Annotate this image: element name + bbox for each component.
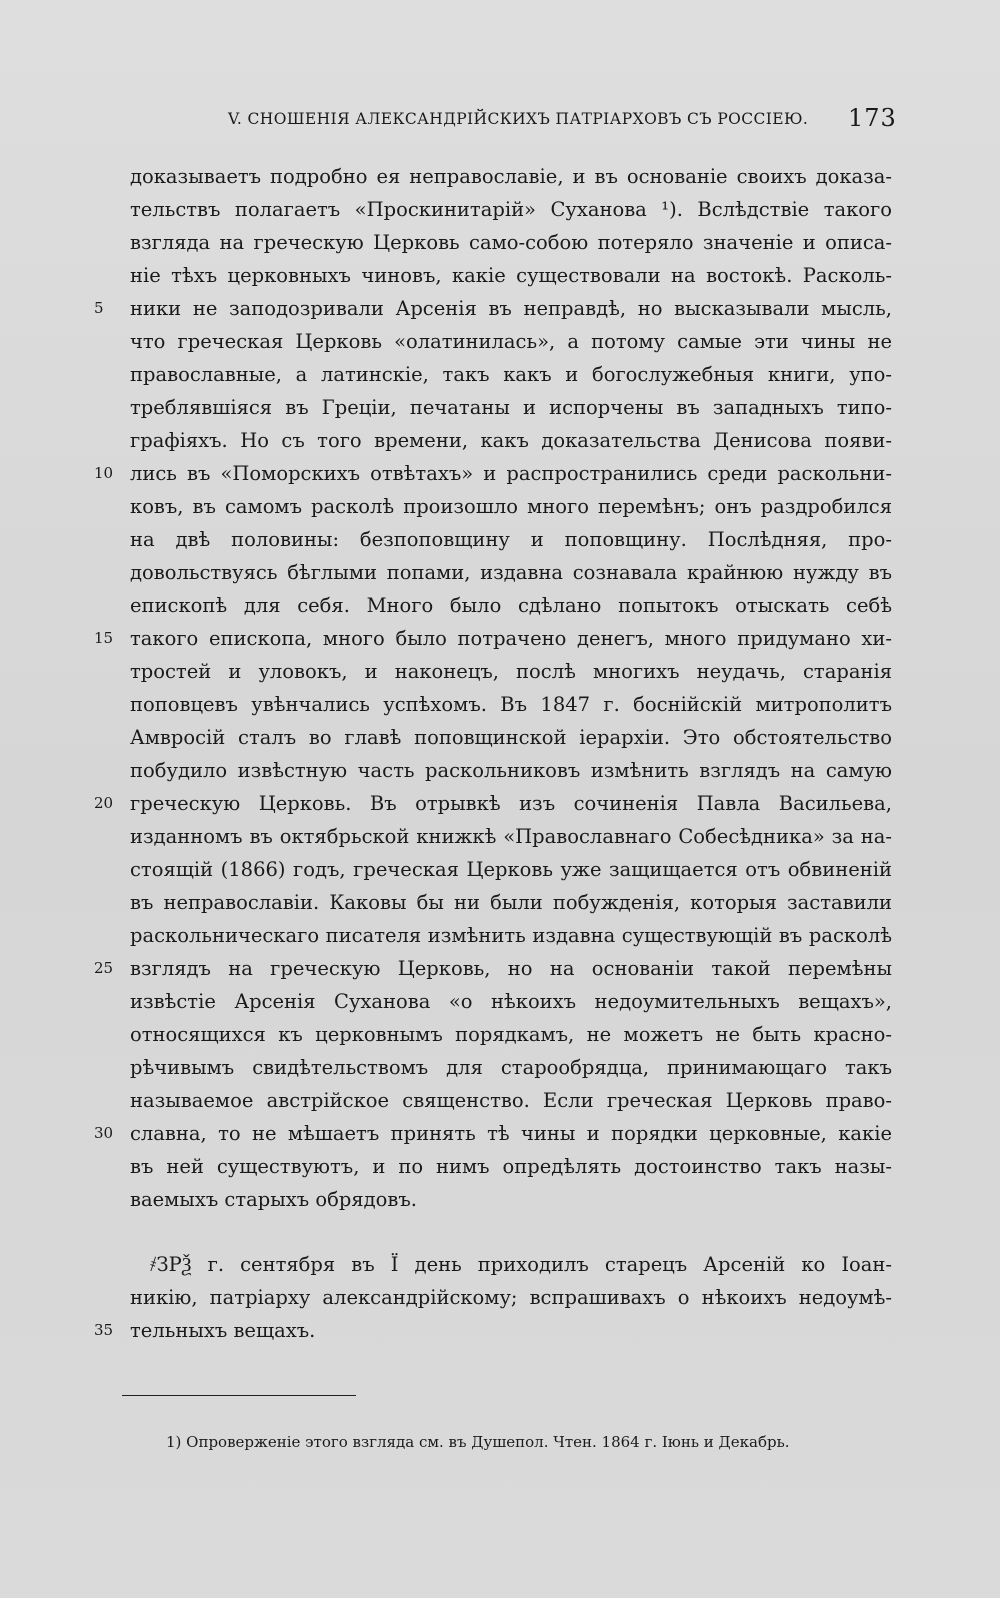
text-line: въ неправославіи. Каковы бы ни были побужденія, которыя заставили [130, 891, 892, 914]
text-line: епископѣ для себя. Много было сдѣлано попытокъ отыскать себѣ [130, 594, 892, 617]
quote-line: тельныхъ вещахъ. [130, 1319, 316, 1342]
text-line: на двѣ половины: безпоповщину и поповщину. Послѣдняя, про- [130, 528, 892, 551]
quote-line: никію, патріарху александрійскому; вспрашивахъ о нѣкоихъ недоумѣ- [130, 1286, 892, 1309]
page-number: 173 [848, 104, 897, 132]
line-number: 25 [94, 959, 114, 977]
line-number: 20 [94, 794, 114, 812]
text-line: взгляда на греческую Церковь само-собою потеряло значеніе и описа- [130, 231, 892, 254]
text-line: довольствуясь бѣглыми попами, издавна сознавала крайнюю нужду въ [130, 561, 892, 584]
text-line: славна, то не мѣшаетъ принять тѣ чины и порядки церковные, какіе [130, 1122, 892, 1145]
text-line: тельствъ полагаетъ «Проскинитарій» Суханова ¹). Вслѣдствіе такого [130, 198, 892, 221]
text-line: ваемыхъ старыхъ обрядовъ. [130, 1188, 417, 1211]
text-line: побудило извѣстную часть раскольниковъ измѣнить взглядъ на самую [130, 759, 892, 782]
footnote: 1) Опроверженіе этого взгляда см. въ Душепол. Чтен. 1864 г. Іюнь и Декабрь. [166, 1433, 790, 1451]
text-line: раскольническаго писателя измѣнить издавна существующій въ расколѣ [130, 924, 892, 947]
page-header [0, 104, 1000, 140]
text-line: графіяхъ. Но съ того времени, какъ доказательства Денисова появи- [130, 429, 892, 452]
text-line: называемое австрійское священство. Если греческая Церковь право- [130, 1089, 892, 1112]
quote-line: ҂ЗРѮ г. сентября въ Ї день приходилъ старецъ Арсеній ко Іоан- [150, 1253, 892, 1276]
line-number: 15 [94, 629, 114, 647]
text-line: въ ней существуютъ, и по нимъ опредѣлять достоинство такъ назы- [130, 1155, 892, 1178]
text-line: лись въ «Поморскихъ отвѣтахъ» и распространились среди раскольни- [130, 462, 892, 485]
text-line: тростей и уловокъ, и наконецъ, послѣ многихъ неудачь, старанія [130, 660, 892, 683]
text-line: что греческая Церковь «олатинилась», а потому самые эти чины не [130, 330, 892, 353]
text-line: доказываетъ подробно ея неправославіе, и въ основаніе своихъ доказа- [130, 165, 892, 188]
text-line: ники не заподозривали Арсенія въ неправдѣ, но высказывали мысль, [130, 297, 892, 320]
line-number: 30 [94, 1124, 114, 1142]
text-line: относящихся къ церковнымъ порядкамъ, не можетъ не быть красно- [130, 1023, 892, 1046]
text-line: греческую Церковь. Въ отрывкѣ изъ сочиненія Павла Васильева, [130, 792, 892, 815]
line-number: 35 [94, 1321, 114, 1339]
text-line: изданномъ въ октябрьской книжкѣ «Православнаго Собесѣдника» за на- [130, 825, 892, 848]
text-line: ніе тѣхъ церковныхъ чиновъ, какіе существовали на востокѣ. Расколь- [130, 264, 892, 287]
footnote-divider [122, 1395, 356, 1396]
text-line: взглядъ на греческую Церковь, но на основаніи такой перемѣны [130, 957, 892, 980]
text-line: треблявшіяся въ Греціи, печатаны и испорчены въ западныхъ типо- [130, 396, 892, 419]
running-head: V. СНОШЕНІЯ АЛЕКСАНДРІЙСКИХЪ ПАТРІАРХОВЪ СЪ РОССІЕЮ. [228, 110, 809, 128]
text-line: ковъ, въ самомъ расколѣ произошло много перемѣнъ; онъ раздробился [130, 495, 892, 518]
text-line: стоящій (1866) годъ, греческая Церковь уже защищается отъ обвиненій [130, 858, 892, 881]
text-line: поповцевъ увѣнчались успѣхомъ. Въ 1847 г. боснійскій митрополитъ [130, 693, 892, 716]
text-line: такого епископа, много было потрачено денегъ, много придумано хи- [130, 627, 892, 650]
text-line: рѣчивымъ свидѣтельствомъ для старообрядца, принимающаго такъ [130, 1056, 892, 1079]
text-line: извѣстіе Арсенія Суханова «о нѣкоихъ недоумительныхъ вещахъ», [130, 990, 892, 1013]
text-line: православные, а латинскіе, такъ какъ и богослужебныя книги, упо- [130, 363, 892, 386]
line-number: 10 [94, 464, 114, 482]
line-number: 5 [94, 299, 104, 317]
text-line: Амвросій сталъ во главѣ поповщинской іерархіи. Это обстоятельство [130, 726, 892, 749]
